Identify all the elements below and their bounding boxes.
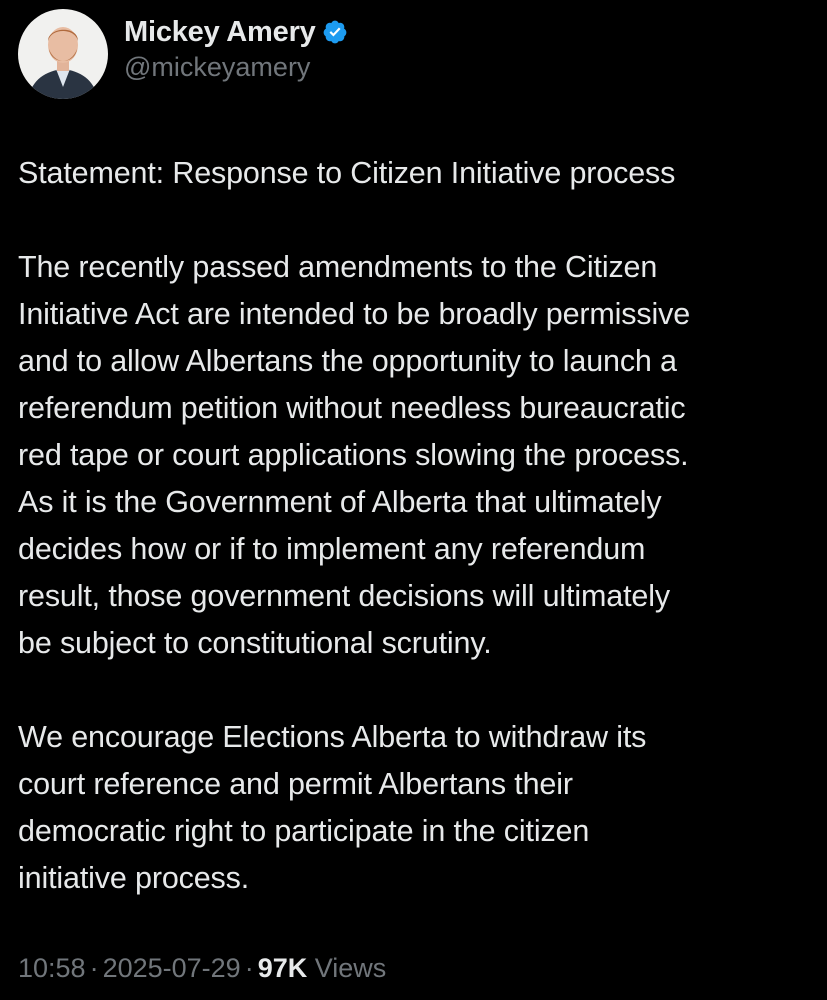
views-label: Views <box>314 953 387 983</box>
tweet-date[interactable]: 2025-07-29 <box>102 953 241 983</box>
author-handle[interactable]: @mickeyamery <box>124 52 311 82</box>
avatar[interactable] <box>18 9 108 99</box>
tweet-meta <box>18 948 386 988</box>
tweet-paragraph-closing: We encourage Elections Alberta to withdraw its court reference and permit Albertans their democratic right to participate in the citizen initiative process. <box>18 720 647 895</box>
tweet-text <box>18 150 818 902</box>
verified-badge-icon <box>322 19 348 45</box>
author-identity <box>124 14 348 84</box>
tweet-header <box>18 8 348 100</box>
tweet-paragraph-title: Statement: Response to Citizen Initiative process <box>18 156 676 190</box>
meta-separator: · <box>244 953 254 983</box>
paragraph-spacer <box>18 667 818 714</box>
author-name-row[interactable] <box>124 14 348 50</box>
meta-separator: · <box>89 953 99 983</box>
views-count: 97K <box>257 953 308 983</box>
tweet-time[interactable]: 10:58 <box>18 953 86 983</box>
tweet-paragraph-body: The recently passed amendments to the Citizen Initiative Act are intended to be broadly permissive and to allow Albertans the opportunity to launch a referendum petition without needless bureaucratic red tape or court applications slowing the process. As it is the Government of Alberta that ultimately decides how or if to implement any referendum result, those government decisions will ultimately be subject to constitutional scrutiny. <box>18 250 691 660</box>
avatar-image <box>18 9 108 99</box>
author-display-name[interactable]: Mickey Amery <box>124 16 316 48</box>
paragraph-spacer <box>18 197 818 244</box>
